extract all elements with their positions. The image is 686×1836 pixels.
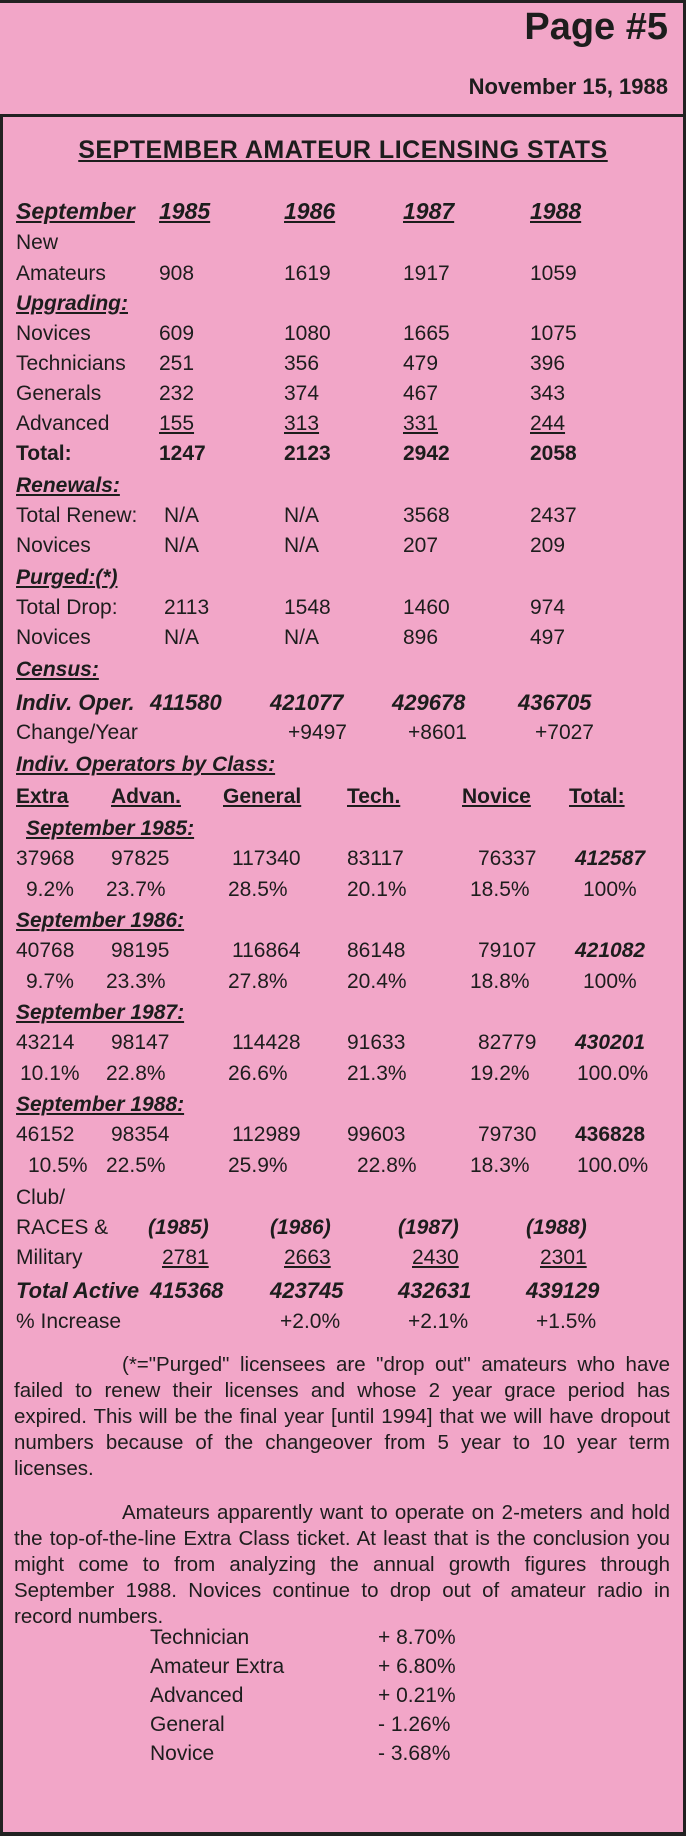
class-pct-row xyxy=(0,1062,686,1092)
class-block-label-row xyxy=(0,1001,686,1031)
growth-value: + 8.70% xyxy=(378,1626,456,1649)
class-pct: 9.2% xyxy=(26,878,74,901)
upgrading-total-value: 1247 xyxy=(159,442,206,465)
class-count: 99603 xyxy=(347,1123,406,1146)
class-pct: 20.1% xyxy=(347,878,407,901)
renewals-value: N/A xyxy=(284,504,320,527)
class-col-header: Novice xyxy=(462,785,531,808)
class-pct-row xyxy=(0,1154,686,1184)
class-count: 116864 xyxy=(232,939,301,962)
page-border-bottom xyxy=(0,1832,686,1836)
class-count: 91633 xyxy=(347,1031,406,1054)
pct-increase-row xyxy=(0,1310,686,1340)
class-block-label: September 1987: xyxy=(16,1001,185,1024)
upgrading-value: 1075 xyxy=(530,322,577,345)
change-year-value: +7027 xyxy=(535,721,594,744)
indiv-oper-value: 429678 xyxy=(392,690,466,715)
class-block-label: September 1986: xyxy=(16,909,185,932)
club-value: 2663 xyxy=(284,1246,331,1269)
class-count: 37968 xyxy=(16,847,75,870)
club-value: 2781 xyxy=(162,1246,209,1269)
change-year-value: +8601 xyxy=(408,721,467,744)
pct-increase-value: +2.1% xyxy=(408,1310,469,1333)
new-amateurs-1986: 1619 xyxy=(284,262,331,285)
renewals-heading: Renewals: xyxy=(16,474,120,497)
census-heading: Census: xyxy=(16,658,99,681)
indiv-oper-value: 411580 xyxy=(150,690,222,715)
year-header-1986: 1986 xyxy=(284,198,336,224)
upgrading-label: Advanced xyxy=(16,412,110,435)
upgrading-total-row xyxy=(0,442,686,472)
purged-heading-row xyxy=(0,566,686,596)
class-total: 436828 xyxy=(575,1123,646,1146)
renewals-value: N/A xyxy=(164,504,200,527)
class-block-label-row xyxy=(0,909,686,939)
upgrading-value: 331 xyxy=(403,412,439,435)
new-amateurs-label-row xyxy=(0,231,686,261)
club-years-row xyxy=(0,1216,686,1246)
class-count: 79730 xyxy=(478,1123,537,1146)
class-pct: 10.5% xyxy=(28,1154,88,1177)
class-col-header: General xyxy=(223,785,302,808)
class-pct-row xyxy=(0,970,686,1000)
renewals-row xyxy=(0,504,686,534)
upgrading-label: Generals xyxy=(16,382,102,405)
purged-value: 2113 xyxy=(164,596,210,619)
growth-label: Advanced xyxy=(150,1684,244,1707)
class-pct: 100.0% xyxy=(577,1062,649,1085)
upgrading-label: Technicians xyxy=(16,352,126,375)
club-values-row xyxy=(0,1246,686,1276)
growth-value: - 3.68% xyxy=(378,1742,451,1765)
club-value: 2301 xyxy=(540,1246,587,1269)
new-amateurs-1987: 1917 xyxy=(403,262,450,285)
class-col-header: Total: xyxy=(569,785,625,808)
total-active-value: 423745 xyxy=(270,1278,344,1303)
class-pct: 9.7% xyxy=(26,970,74,993)
renewals-value: N/A xyxy=(164,534,200,557)
upgrading-value: 251 xyxy=(159,352,195,375)
renewals-value: N/A xyxy=(284,534,320,557)
class-pct: 19.2% xyxy=(470,1062,530,1085)
indiv-oper-value: 421077 xyxy=(270,690,344,715)
census-heading-row xyxy=(0,658,686,688)
renewals-value: 207 xyxy=(403,534,439,557)
class-pct: 18.8% xyxy=(470,970,530,993)
class-count-row xyxy=(0,847,686,877)
upgrading-row xyxy=(0,412,686,442)
class-pct: 18.3% xyxy=(470,1154,530,1177)
class-count-row xyxy=(0,939,686,969)
new-amateurs-1985: 908 xyxy=(159,262,195,285)
issue-date: November 15, 1988 xyxy=(468,74,668,99)
upgrading-row xyxy=(0,382,686,412)
renewals-heading-row xyxy=(0,474,686,504)
upgrading-total-value: 2058 xyxy=(530,442,577,465)
class-block-label-row xyxy=(0,817,686,847)
purged-value: N/A xyxy=(284,626,320,649)
renewals-row xyxy=(0,534,686,564)
section-title: SEPTEMBER AMATEUR LICENSING STATS xyxy=(78,136,608,164)
renewals-value: 3568 xyxy=(403,504,450,527)
pct-increase-value: +1.5% xyxy=(536,1310,597,1333)
purged-value: 974 xyxy=(530,596,566,619)
upgrading-value: 374 xyxy=(284,382,320,405)
purged-value: 1460 xyxy=(403,596,450,619)
header-divider xyxy=(0,114,686,117)
class-block-label: September 1985: xyxy=(26,817,195,840)
club-year: (1986) xyxy=(270,1216,331,1239)
club-value: 2430 xyxy=(412,1246,459,1269)
year-header-row xyxy=(0,198,686,228)
purged-note-paragraph: (*="Purged" licensees are "drop out" amateurs who have failed to renew their licenses and whose 2 year grace period has expired. This will be the final year [until 1994] that we will have dropout numbers because of the changeover from 5 year to 10 year term licenses. xyxy=(14,1353,670,1480)
growth-value: - 1.26% xyxy=(378,1713,451,1736)
purged-label: Novices xyxy=(16,626,91,649)
class-pct: 23.3% xyxy=(106,970,166,993)
new-amateurs-label-1: New xyxy=(16,231,59,254)
class-count: 79107 xyxy=(478,939,537,962)
class-pct: 22.5% xyxy=(106,1154,166,1177)
year-header-label: September xyxy=(16,198,135,224)
class-pct: 20.4% xyxy=(347,970,407,993)
total-active-value: 432631 xyxy=(398,1278,472,1303)
upgrading-label: Novices xyxy=(16,322,91,345)
purged-row xyxy=(0,596,686,626)
class-total: 412587 xyxy=(575,847,646,870)
class-count: 40768 xyxy=(16,939,75,962)
purged-heading: Purged:(*) xyxy=(16,566,118,589)
upgrading-value: 313 xyxy=(284,412,320,435)
club-year: (1988) xyxy=(526,1216,587,1239)
class-pct: 21.3% xyxy=(347,1062,407,1085)
new-amateurs-1988: 1059 xyxy=(530,262,577,285)
growth-value: + 6.80% xyxy=(378,1655,456,1678)
upgrading-total-label: Total: xyxy=(16,442,72,465)
class-pct: 28.5% xyxy=(228,878,288,901)
class-pct: 25.9% xyxy=(228,1154,288,1177)
purged-label: Total Drop: xyxy=(16,596,118,619)
class-pct: 27.8% xyxy=(228,970,288,993)
class-count: 112989 xyxy=(232,1123,301,1146)
purged-value: 896 xyxy=(403,626,439,649)
class-total: 421082 xyxy=(575,939,646,962)
class-pct: 22.8% xyxy=(106,1062,166,1085)
upgrading-value: 1080 xyxy=(284,322,331,345)
club-label-3: Military xyxy=(16,1246,83,1269)
growth-label: General xyxy=(150,1713,225,1736)
year-header-1987: 1987 xyxy=(403,198,455,224)
renewals-value: 209 xyxy=(530,534,566,557)
class-pct: 22.8% xyxy=(357,1154,417,1177)
new-amateurs-row xyxy=(0,262,686,292)
upgrading-value: 244 xyxy=(530,412,566,435)
upgrading-value: 343 xyxy=(530,382,566,405)
upgrading-heading-row xyxy=(0,292,686,322)
class-col-header: Extra xyxy=(16,785,69,808)
class-count: 97825 xyxy=(111,847,170,870)
by-class-heading-row xyxy=(0,753,686,783)
upgrading-value: 155 xyxy=(159,412,195,435)
purged-value: N/A xyxy=(164,626,200,649)
class-count: 117340 xyxy=(232,847,301,870)
upgrading-value: 396 xyxy=(530,352,566,375)
year-header-1988: 1988 xyxy=(530,198,582,224)
indiv-oper-value: 436705 xyxy=(518,690,592,715)
class-col-header: Tech. xyxy=(347,785,401,808)
class-count-row xyxy=(0,1123,686,1153)
class-count: 114428 xyxy=(232,1031,301,1054)
class-block-label-row xyxy=(0,1093,686,1123)
growth-label: Novice xyxy=(150,1742,215,1765)
new-amateurs-label-2: Amateurs xyxy=(16,262,106,285)
total-active-value: 415368 xyxy=(150,1278,224,1303)
pct-increase-value: +2.0% xyxy=(280,1310,341,1333)
upgrading-value: 232 xyxy=(159,382,195,405)
upgrading-total-value: 2942 xyxy=(403,442,450,465)
upgrading-value: 609 xyxy=(159,322,195,345)
page-border-top xyxy=(0,0,686,3)
change-year-label: Change/Year xyxy=(16,721,138,744)
class-count: 82779 xyxy=(478,1031,537,1054)
class-pct-row xyxy=(0,878,686,908)
upgrading-row xyxy=(0,322,686,352)
renewals-label: Novices xyxy=(16,534,91,557)
page-number: Page #5 xyxy=(524,6,668,48)
class-count: 43214 xyxy=(16,1031,75,1054)
growth-value: + 0.21% xyxy=(378,1684,456,1707)
club-label-1: Club/ xyxy=(16,1186,66,1209)
class-count: 98354 xyxy=(111,1123,170,1146)
club-label-row xyxy=(0,1186,686,1216)
purged-row xyxy=(0,626,686,656)
club-year: (1987) xyxy=(398,1216,459,1239)
upgrading-total-value: 2123 xyxy=(284,442,331,465)
total-active-value: 439129 xyxy=(526,1278,600,1303)
renewals-label: Total Renew: xyxy=(16,504,138,527)
class-count: 76337 xyxy=(478,847,537,870)
upgrading-value: 467 xyxy=(403,382,439,405)
purged-value: 497 xyxy=(530,626,566,649)
club-year: (1985) xyxy=(148,1216,209,1239)
by-class-heading: Indiv. Operators by Class: xyxy=(16,753,276,776)
renewals-value: 2437 xyxy=(530,504,577,527)
upgrading-heading: Upgrading: xyxy=(16,292,128,315)
class-pct: 100% xyxy=(583,878,637,901)
upgrading-value: 479 xyxy=(403,352,439,375)
class-col-header: Advan. xyxy=(111,785,182,808)
class-count-row xyxy=(0,1031,686,1061)
pct-increase-label: % Increase xyxy=(16,1310,122,1333)
class-count: 86148 xyxy=(347,939,406,962)
upgrading-row xyxy=(0,352,686,382)
change-year-value: +9497 xyxy=(288,721,347,744)
by-class-columns-row xyxy=(0,785,686,815)
analysis-paragraph: Amateurs apparently want to operate on 2-meters and hold the top-of-the-line Extra Class ticket. At least that is the conclusion you might come to from analyzing the annual growth figures through September 1988. Novices continue to drop out of amateur radio in record numbers. xyxy=(14,1501,670,1628)
class-total: 430201 xyxy=(575,1031,646,1054)
class-count: 98147 xyxy=(111,1031,170,1054)
class-count: 83117 xyxy=(347,847,404,870)
year-header-1985: 1985 xyxy=(159,198,211,224)
class-pct: 100.0% xyxy=(577,1154,649,1177)
class-count: 98195 xyxy=(111,939,170,962)
club-label-2: RACES & xyxy=(16,1216,109,1239)
total-active-row xyxy=(0,1278,686,1308)
upgrading-value: 356 xyxy=(284,352,320,375)
growth-label: Technician xyxy=(150,1626,250,1649)
indiv-oper-row xyxy=(0,690,686,720)
upgrading-value: 1665 xyxy=(403,322,450,345)
class-pct: 10.1% xyxy=(20,1062,80,1085)
growth-label: Amateur Extra xyxy=(150,1655,285,1678)
purged-value: 1548 xyxy=(284,596,331,619)
total-active-label: Total Active xyxy=(16,1278,140,1303)
class-pct: 23.7% xyxy=(106,878,166,901)
class-pct: 26.6% xyxy=(228,1062,288,1085)
class-count: 46152 xyxy=(16,1123,75,1146)
change-year-row xyxy=(0,721,686,751)
class-pct: 100% xyxy=(583,970,637,993)
class-pct: 18.5% xyxy=(470,878,530,901)
indiv-oper-label: Indiv. Oper. xyxy=(16,690,135,715)
class-block-label: September 1988: xyxy=(16,1093,185,1116)
